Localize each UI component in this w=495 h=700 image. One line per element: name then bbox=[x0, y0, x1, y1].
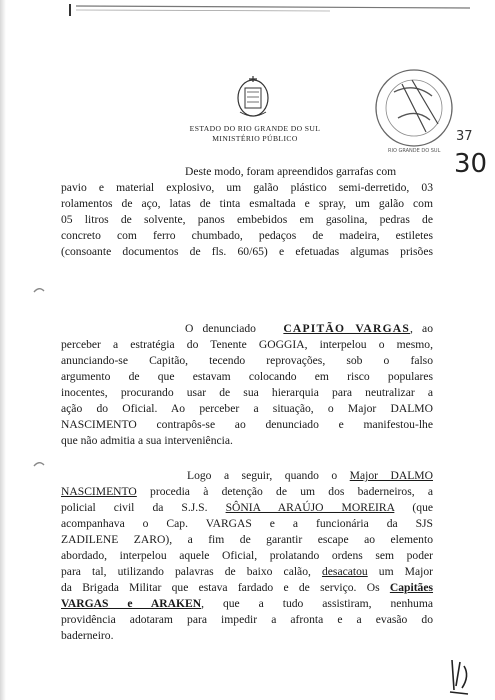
text-line bbox=[61, 596, 433, 612]
text-line: argumento de que estavam colocando em risco populares bbox=[61, 370, 433, 383]
defendant-names: VARGAS e ARAKEN bbox=[61, 597, 202, 610]
person-name: SÔNIA ARAÚJO MOREIRA bbox=[225, 501, 395, 514]
text-line: pavio e material explosivo, um galão plástico semi-derretido, 03 bbox=[61, 181, 433, 194]
text-line: Deste modo, foram apreendidos garrafas com bbox=[185, 165, 397, 178]
text-run: O denunciado bbox=[185, 322, 256, 335]
officer-name: Major DALMO bbox=[349, 469, 433, 482]
text-line: rolamentos de aço, latas de tinta esmaltada e spray, um galão com bbox=[61, 197, 433, 210]
header-agency-name: MINISTÉRIO PÚBLICO bbox=[212, 134, 298, 143]
text-line: perceber a estratégia do Tenente GOGGIA, interpelou o mesmo, bbox=[61, 338, 433, 351]
stamp-page-number: 30 bbox=[454, 149, 488, 179]
paragraph-major-dalmo bbox=[61, 468, 433, 644]
text-run: (que bbox=[412, 501, 434, 514]
text-line: baderneiro. bbox=[61, 629, 114, 642]
text-run: procedia à detenção de um dos baderneiros, a bbox=[150, 485, 433, 498]
text-line: acompanhava o Cap. VARGAS e a funcionária da SJS bbox=[61, 517, 433, 530]
text-line bbox=[61, 580, 433, 596]
text-run: para tal, utilizando palavras de baixo calão, bbox=[61, 565, 311, 578]
defendant-title: Capitães bbox=[389, 581, 434, 594]
text-line: anunciando-se Capitão, tecendo reprovações, sob o falso bbox=[61, 354, 433, 367]
text-run: , que a tudo assistiram, nenhuma bbox=[201, 597, 433, 610]
stamp-initials: 37 bbox=[456, 129, 473, 144]
text-line bbox=[61, 321, 433, 337]
scan-top-marks bbox=[30, 0, 495, 18]
text-run: , ao bbox=[410, 322, 433, 335]
text-run: Logo a seguir, quando o bbox=[187, 469, 338, 482]
text-line: NASCIMENTO contrapôs-se ao denunciado e manifestou-lhe bbox=[61, 418, 433, 431]
text-line bbox=[61, 484, 433, 500]
text-line: concreto com ferro chumbado, pedaços de madeira, estiletes bbox=[61, 229, 433, 242]
text-run: da Brigada Militar que estava fardado e de serviço. Os bbox=[61, 581, 380, 594]
officer-name: NASCIMENTO bbox=[61, 485, 137, 498]
text-line: ação do Oficial. Ao perceber a situação, o Major DALMO bbox=[61, 402, 433, 415]
text-line: abordado, interpelou aquele Oficial, prolatando ordens sem poder bbox=[61, 549, 433, 562]
header-state-name: ESTADO DO RIO GRANDE DO SUL bbox=[189, 124, 321, 133]
text-line: (consoante documentos de fls. 60/65) e efetuadas algumas prisões bbox=[61, 245, 433, 258]
text-line bbox=[61, 468, 433, 484]
official-stamp bbox=[368, 62, 488, 180]
offense-term: desacatou bbox=[321, 565, 368, 578]
scan-edge-shadow bbox=[0, 0, 6, 700]
punch-hole-mark bbox=[32, 460, 46, 470]
text-line: que não admitia a sua interveniência. bbox=[61, 434, 233, 447]
punch-hole-mark bbox=[32, 286, 46, 296]
coat-of-arms-emblem bbox=[233, 72, 273, 120]
paragraph-seizures bbox=[61, 164, 433, 260]
text-line: inocentes, procurando usar de sua hierarquia para neutralizar a bbox=[61, 386, 433, 399]
text-line bbox=[61, 500, 433, 516]
text-line: ZADILENE ZARO), a fim de garantir escape ao elemento bbox=[61, 533, 433, 546]
text-line: 05 litros de solvente, panos embebidos em gasolina, pedras de bbox=[61, 213, 433, 226]
defendant-name: CAPITÃO VARGAS bbox=[283, 322, 411, 335]
handwritten-initials bbox=[446, 656, 474, 696]
paragraph-captain-vargas bbox=[61, 321, 433, 449]
text-line bbox=[61, 564, 433, 580]
text-line: providência adotaram para impedir a afronta e a evasão do bbox=[61, 613, 433, 626]
text-run: um Major bbox=[378, 565, 433, 578]
stamp-ring-text: RIO GRANDE DO SUL bbox=[388, 148, 441, 154]
text-run: policial civil da S.J.S. bbox=[61, 501, 208, 514]
